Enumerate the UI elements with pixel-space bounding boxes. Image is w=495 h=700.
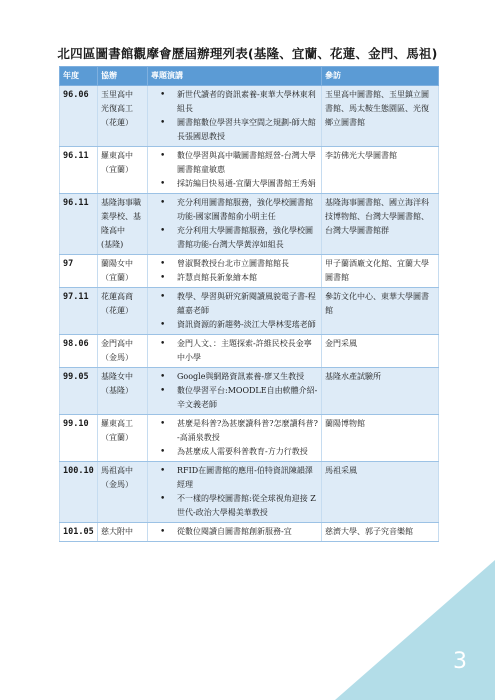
cell-year: 99.10 (60, 415, 98, 462)
table-row (60, 194, 439, 255)
lecture-list (151, 525, 318, 539)
lecture-item: • 圖書館數位學習共享空間之規劃-師大館長張國恩教授 (151, 116, 318, 144)
lecture-item: • RFID在圖書館的應用-伯特資訊陳韻澤經理 (151, 464, 318, 492)
table-row (60, 415, 439, 462)
table-row (60, 86, 439, 147)
lecture-list (151, 417, 318, 459)
cell-lectures (148, 147, 322, 194)
lecture-item: • 數位學習與高中職圖書館經營-台灣大學圖書館童敏惠 (151, 149, 318, 177)
activity-table (59, 66, 439, 542)
cell-visit: 李訪佛光大學圖書館 (322, 147, 439, 194)
corner-decoration (335, 560, 495, 700)
cell-lectures (148, 194, 322, 255)
cell-visit: 金門采風 (322, 335, 439, 368)
page-number: 3 (453, 649, 467, 674)
lecture-list (151, 196, 318, 252)
cell-year: 96.11 (60, 147, 98, 194)
cell-lectures (148, 335, 322, 368)
table-header-row (60, 67, 439, 86)
lecture-item: • 為甚麼成人需要科普教育-方力行教授 (151, 445, 318, 459)
lecture-list (151, 370, 318, 412)
cell-visit: 基隆水產試驗所 (322, 368, 439, 415)
cell-lectures (148, 415, 322, 462)
cell-organizer: 基隆海事職 業學校、基隆高中 (基隆) (98, 194, 148, 255)
cell-year: 97.11 (60, 288, 98, 335)
lecture-list (151, 337, 318, 365)
cell-year: 96.11 (60, 194, 98, 255)
lecture-item: • 教學、學習與研究新閱讀風貌電子書-程蘊嘉老師 (151, 290, 318, 318)
cell-visit: 參訪文化中心、東華大學圖書館 (322, 288, 439, 335)
column-header-lecture: 專題演講 (148, 67, 322, 86)
lecture-list (151, 464, 318, 520)
lecture-item: • 從數位閱讀自圖書館創新服務-宜 (151, 525, 318, 539)
corner-triangle (335, 560, 495, 700)
table-row (60, 255, 439, 288)
cell-lectures (148, 523, 322, 542)
lecture-item: • 充分利用大學圖書館服務，強化學校圖書館功能-台灣大學黃淳如組長 (151, 224, 318, 252)
lecture-item: • 資訊資源的新趨勢-淡江大學林雯瑤老師 (151, 318, 318, 332)
cell-organizer: 羅東高中 （宜蘭） (98, 147, 148, 194)
cell-year: 96.06 (60, 86, 98, 147)
lecture-item: • 甚麼是科普?為甚麼讀科普?怎麼讀科普?-高涌泉教授 (151, 417, 318, 445)
lecture-list (151, 88, 318, 144)
column-header-visit: 參訪 (322, 67, 439, 86)
cell-organizer: 馬祖高中 （金馬） (98, 462, 148, 523)
column-header-year: 年度 (60, 67, 98, 86)
cell-year: 101.05 (60, 523, 98, 542)
table-row (60, 147, 439, 194)
page-title: 北四區圖書館觀摩會歷屆辦理列表(基隆、宜蘭、花蓮、金門、馬祖) (57, 46, 438, 61)
cell-lectures (148, 462, 322, 523)
cell-organizer: 蘭陽女中 （宜蘭） (98, 255, 148, 288)
cell-organizer: 羅東高工 （宜蘭） (98, 415, 148, 462)
cell-lectures (148, 288, 322, 335)
lecture-list (151, 149, 318, 191)
lecture-item: • 金門人文、：主題探索-許維民校長金寧中小學 (151, 337, 318, 365)
table-container (59, 66, 438, 542)
lecture-item: • 充分利用圖書館服務，強化學校圖書館功能-國家圖書館俞小明主任 (151, 196, 318, 224)
lecture-item: • 不一樣的學校圖書館:從全球視角迎接 Z世代-政治大學楊美華教授 (151, 492, 318, 520)
table-row (60, 368, 439, 415)
cell-organizer: 金門高中 （金馬） (98, 335, 148, 368)
lecture-item: • 採訪編目快易通-宜蘭大學圖書館王秀娟 (151, 177, 318, 191)
table-row (60, 462, 439, 523)
cell-organizer: 花蓮高商 （花蓮） (98, 288, 148, 335)
cell-visit: 馬祖采風 (322, 462, 439, 523)
cell-lectures (148, 368, 322, 415)
cell-visit: 蘭陽博物館 (322, 415, 439, 462)
lecture-item: • Google與網路資訊素養-廖又生教授 (151, 370, 318, 384)
table-row (60, 523, 439, 542)
cell-organizer: 玉里高中 光復高工 （花蓮） (98, 86, 148, 147)
lecture-item: • 許慧貞館長新象繪本館 (151, 271, 318, 285)
cell-organizer: 慈大附中 (98, 523, 148, 542)
lecture-item: • 新世代讀者的資訊素養-東華大學林東利組長 (151, 88, 318, 116)
table-row (60, 335, 439, 368)
cell-visit: 玉里高中圖書館、玉里鎮立圖書館、馬太鞍生態園區、光復鄉立圖書館 (322, 86, 439, 147)
cell-year: 99.05 (60, 368, 98, 415)
lecture-item: • 數位學習平台:MOODLE自由軟體介紹-辛文義老師 (151, 384, 318, 412)
cell-visit: 慈濟大學、郭子究音樂館 (322, 523, 439, 542)
lecture-item: • 曾淑賢教授台北市立圖書館館長 (151, 257, 318, 271)
cell-lectures (148, 255, 322, 288)
lecture-list (151, 290, 318, 332)
cell-lectures (148, 86, 322, 147)
cell-year: 100.10 (60, 462, 98, 523)
cell-year: 98.06 (60, 335, 98, 368)
cell-visit: 基隆海事圖書館、國立海洋科技博物館、台灣大學圖書館、台灣大學圖書館群 (322, 194, 439, 255)
column-header-organizer: 協辦 (98, 67, 148, 86)
cell-visit: 甲子蘭酒廠文化館、宜蘭大學圖書館 (322, 255, 439, 288)
lecture-list (151, 257, 318, 285)
cell-year: 97 (60, 255, 98, 288)
table-row (60, 288, 439, 335)
cell-organizer: 基隆女中 （基隆） (98, 368, 148, 415)
